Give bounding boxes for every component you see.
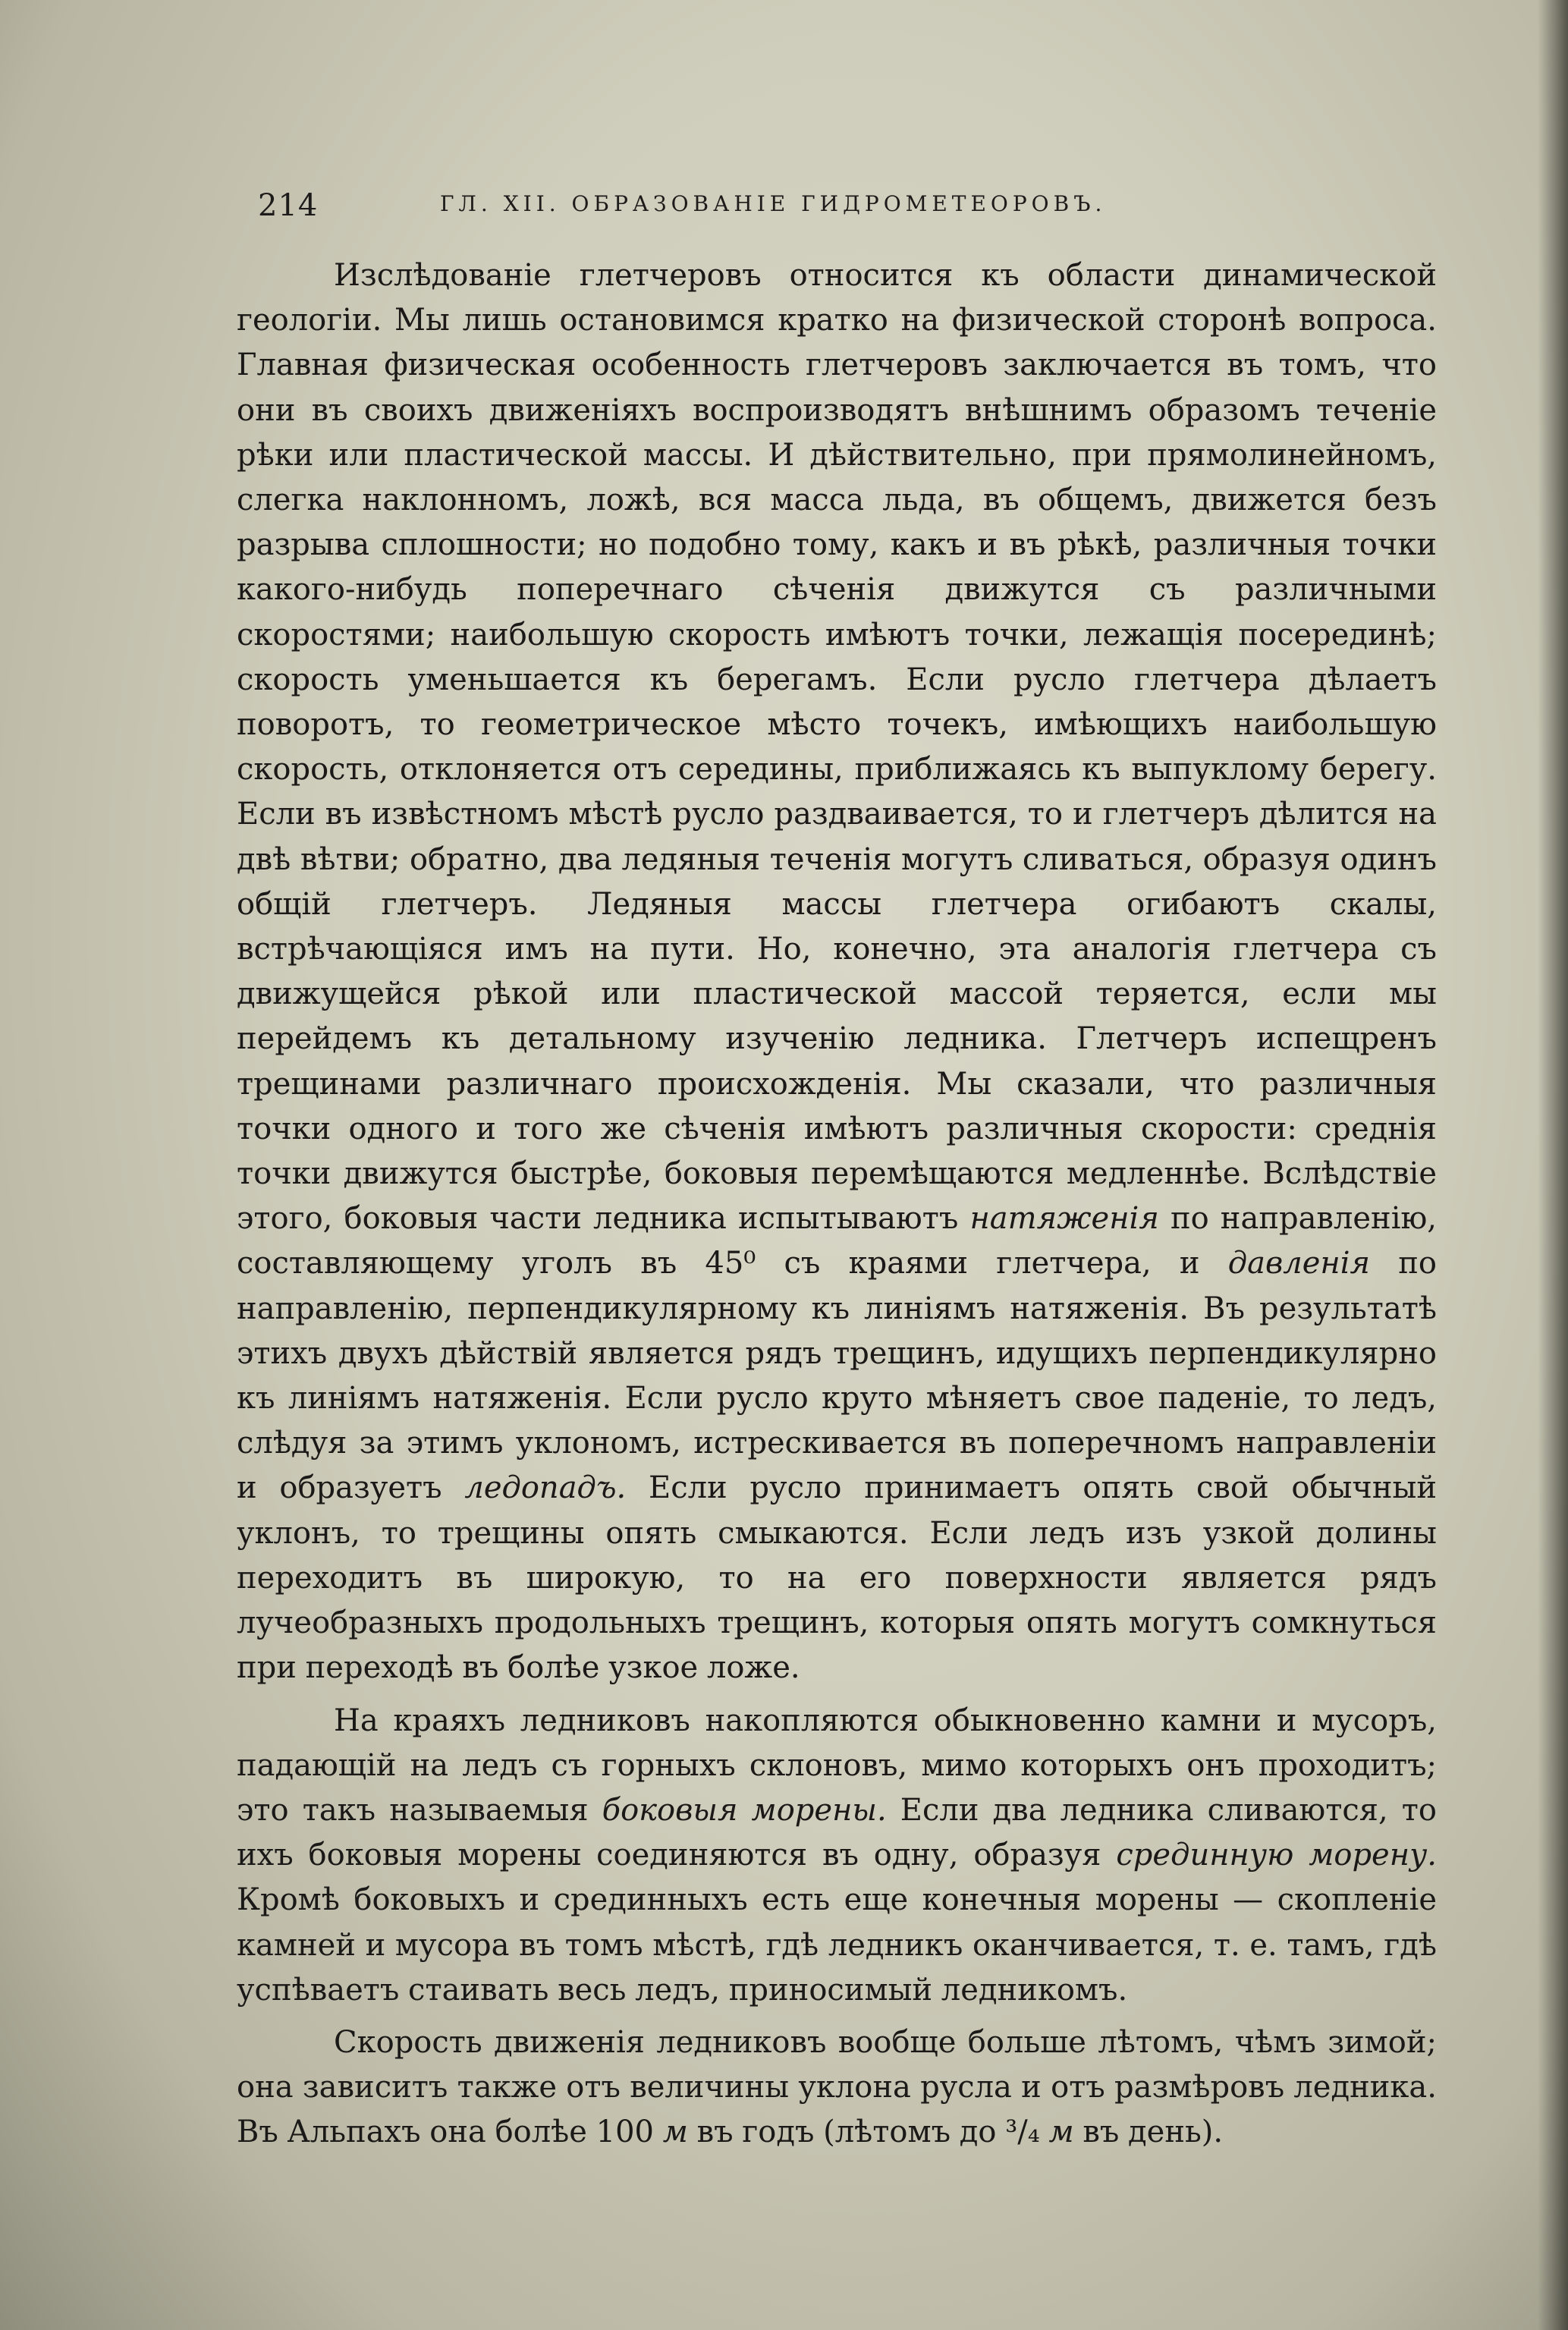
italic-term-tension: натяженія: [969, 1201, 1159, 1237]
paragraph-text: по направленію, составляющему уголъ въ 45⁰ съ краями глетчера, и: [237, 1201, 1438, 1281]
paragraph-text: по направленію, перпендикулярному къ линіямъ натяженія. Въ результатѣ этихъ двухъ дѣйствій является рядъ трещинъ, идущихъ перпендикулярно къ линіямъ натяженія. Если русло круто мѣняетъ свое паденіе, то ледъ, слѣдуя за этимъ уклономъ, истрескивается въ поперечномъ направленіи и образуетъ: [237, 1246, 1438, 1506]
italic-term-lateral-moraines: боковыя морены.: [602, 1792, 887, 1828]
italic-term-pressure: давленія: [1227, 1246, 1371, 1281]
paragraph-text: Скорость движенія ледниковъ вообще больше лѣтомъ, чѣмъ зимой; она зависитъ также отъ величины уклона русла и отъ размѣровъ ледника. Въ Альпахъ она болѣе 100: [237, 2024, 1437, 2150]
italic-term-icefall: ледопадъ.: [464, 1470, 627, 1506]
page-number: 214: [258, 188, 319, 223]
page-edge-shadow: [1538, 0, 1568, 2330]
italic-term-medial-moraine: срединную морену.: [1116, 1838, 1437, 1873]
running-head: ГЛ. XII. ОБРАЗОВАНІЕ ГИДРОМЕТЕОРОВЪ.: [440, 191, 1107, 216]
italic-unit-meter: м: [1048, 2115, 1074, 2150]
paragraph-glacier-speed: [237, 2020, 1437, 2155]
paragraph-text: въ годъ (лѣтомъ до ³/₄: [696, 2115, 1040, 2150]
paragraph-text: въ день).: [1083, 2115, 1224, 2150]
paragraph-glaciers-movement: [237, 253, 1437, 1691]
paragraph-text: На краяхъ ледниковъ накопляются обыкновенно камни и мусоръ, падающій на ледъ съ горныхъ склоновъ, мимо которыхъ онъ проходитъ; это такъ называемыя: [237, 1703, 1437, 1828]
page-header: [258, 188, 1305, 234]
paragraph-text: Кромѣ боковыхъ и срединныхъ есть еще конечныя морены — скопленіе камней и мусора въ томъ мѣстѣ, гдѣ ледникъ оканчивается, т. е. тамъ, гдѣ успѣваетъ стаивать весь ледъ, приносимый ледникомъ.: [237, 1882, 1437, 2008]
paragraph-text: Изслѣдованіе глетчеровъ относится къ области динамической геологіи. Мы лишь остановимся кратко на физической сторонѣ вопроса. Главная физическая особенность глетчеровъ заключается въ томъ, что они въ своихъ движеніяхъ воспроизводятъ внѣшнимъ образомъ теченіе рѣки или пластической массы. И дѣйствительно, при прямолинейномъ, слегка наклонномъ, ложѣ, вся масса льда, въ общемъ, движется безъ разрыва сплошности; но подобно тому, какъ и въ рѣкѣ, различныя точки какого-нибудь поперечнаго сѣченія движутся съ различными скоростями; наибольшую скорость имѣютъ точки, лежащія посерединѣ; скорость уменьшается къ берегамъ. Если русло глетчера дѣлаетъ поворотъ, то геометрическое мѣсто точекъ, имѣющихъ наибольшую скорость, отклоняется отъ середины, приближаясь къ выпуклому берегу. Если въ извѣстномъ мѣстѣ русло раздваивается, то и глетчеръ дѣлится на двѣ вѣтви; обратно, два ледяныя теченія могутъ сливаться, образуя одинъ общій глетчеръ. Ледяныя массы глетчера огибаютъ скалы, встрѣчающіяся имъ на пути. Но, конечно, эта аналогія глетчера съ движущейся рѣкой или пластической массой теряется, если мы перейдемъ къ детальному изученію ледника. Глетчеръ испещренъ трещинами различнаго происхожденія. Мы сказали, что различныя точки одного и того же сѣченія имѣютъ различныя скорости: среднія точки движутся быстрѣе, боковыя перемѣщаются медленнѣе. Вслѣдствіе этого, боковыя части ледника испытываютъ: [237, 258, 1437, 1237]
body-text: [237, 253, 1437, 2155]
paragraph-text: Если два ледника сливаются, то ихъ боковыя морены соединяются въ одну, образуя: [237, 1792, 1438, 1873]
paragraph-moraines: [237, 1699, 1437, 2013]
paragraph-text: Если русло принимаетъ опять свой обычный уклонъ, то трещины опять смыкаются. Если ледъ изъ узкой долины переходитъ въ широкую, то на его поверхности является рядъ лучеобразныхъ продольныхъ трещинъ, которыя опять могутъ сомкнуться при переходѣ въ болѣе узкое ложе.: [237, 1470, 1437, 1686]
italic-unit-meter: м: [662, 2115, 688, 2150]
